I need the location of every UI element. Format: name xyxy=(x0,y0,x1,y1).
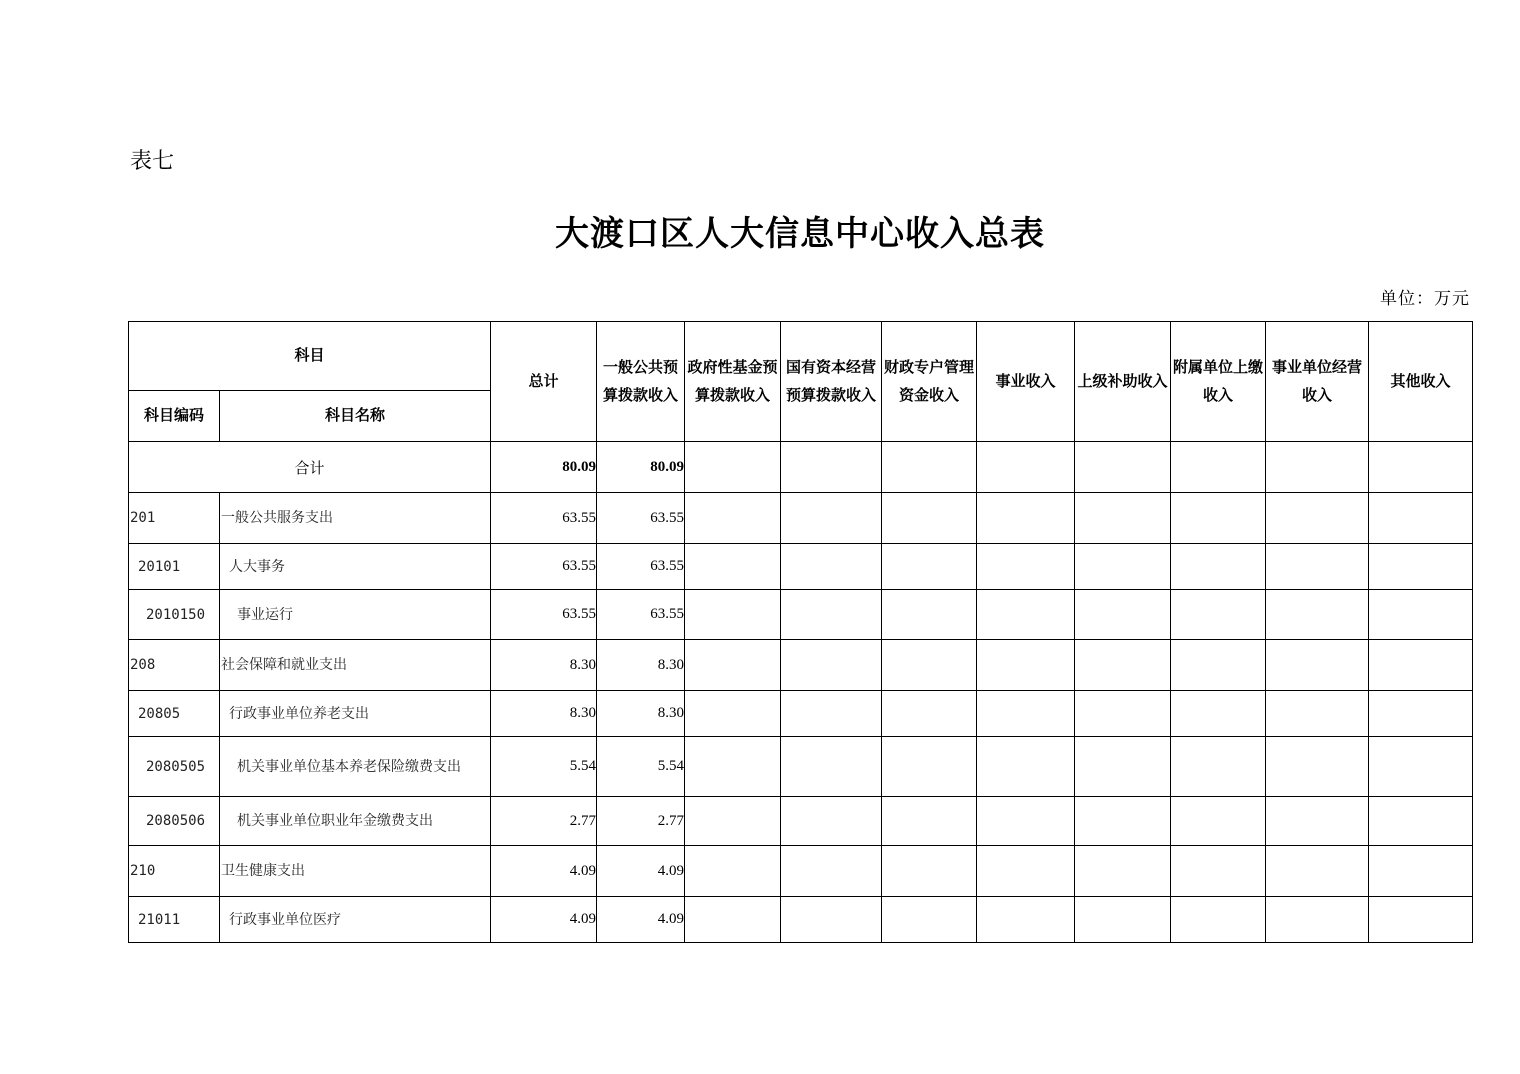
header-special-fund: 财政专户管理资金收入 xyxy=(882,322,977,442)
table-row xyxy=(129,797,1473,846)
general-budget-cell: 8.30 xyxy=(597,640,685,691)
income-summary-table xyxy=(128,321,1473,943)
header-general-budget: 一般公共预算拨款收入 xyxy=(597,322,685,442)
header-state-capital: 国有资本经营预算拨款收入 xyxy=(781,322,882,442)
total-cell: 63.55 xyxy=(491,544,597,590)
total-cell: 8.30 xyxy=(491,691,597,737)
header-superior-subsidy: 上级补助收入 xyxy=(1075,322,1171,442)
table-row xyxy=(129,493,1473,544)
total-cell: 4.09 xyxy=(491,897,597,943)
subject-code: 2010150 xyxy=(129,590,220,640)
subject-code: 210 xyxy=(129,846,220,897)
table-row xyxy=(129,897,1473,943)
subject-name: 人大事务 xyxy=(220,544,491,590)
table-row xyxy=(129,737,1473,797)
table-row xyxy=(129,691,1473,737)
total-cell: 63.55 xyxy=(491,590,597,640)
table-row xyxy=(129,846,1473,897)
general-budget-cell: 8.30 xyxy=(597,691,685,737)
general-budget-cell: 63.55 xyxy=(597,544,685,590)
header-subject-name: 科目名称 xyxy=(220,391,491,442)
general-budget-cell: 80.09 xyxy=(597,442,685,493)
header-total: 总计 xyxy=(491,322,597,442)
total-cell: 5.54 xyxy=(491,737,597,797)
subject-code: 2080506 xyxy=(129,797,220,846)
general-budget-cell: 63.55 xyxy=(597,590,685,640)
header-subject: 科目 xyxy=(129,322,491,391)
subject-code: 21011 xyxy=(129,897,220,943)
general-budget-cell: 4.09 xyxy=(597,846,685,897)
subject-code: 20101 xyxy=(129,544,220,590)
subject-name: 机关事业单位基本养老保险缴费支出 xyxy=(220,737,491,797)
header-gov-fund: 政府性基金预算拨款收入 xyxy=(685,322,781,442)
subject-name: 行政事业单位医疗 xyxy=(220,897,491,943)
subject-name: 行政事业单位养老支出 xyxy=(220,691,491,737)
header-other-income: 其他收入 xyxy=(1369,322,1473,442)
table-number: 表七 xyxy=(130,149,175,174)
total-cell: 2.77 xyxy=(491,797,597,846)
header-business-income: 事业收入 xyxy=(977,322,1075,442)
subject-name: 机关事业单位职业年金缴费支出 xyxy=(220,797,491,846)
general-budget-cell: 2.77 xyxy=(597,797,685,846)
table-row xyxy=(129,590,1473,640)
subject-name: 一般公共服务支出 xyxy=(220,493,491,544)
total-cell: 8.30 xyxy=(491,640,597,691)
general-budget-cell: 5.54 xyxy=(597,737,685,797)
page-title: 大渡口区人大信息中心收入总表 xyxy=(555,214,1045,254)
header-affiliated-payment: 附属单位上缴收入 xyxy=(1171,322,1266,442)
general-budget-cell: 4.09 xyxy=(597,897,685,943)
subject-code: 20805 xyxy=(129,691,220,737)
subject-code: 2080505 xyxy=(129,737,220,797)
subject-name: 卫生健康支出 xyxy=(220,846,491,897)
table-row xyxy=(129,640,1473,691)
subject-code: 201 xyxy=(129,493,220,544)
general-budget-cell: 63.55 xyxy=(597,493,685,544)
subject-name: 社会保障和就业支出 xyxy=(220,640,491,691)
subject-name: 事业运行 xyxy=(220,590,491,640)
header-operating-income: 事业单位经营收入 xyxy=(1266,322,1369,442)
total-cell: 4.09 xyxy=(491,846,597,897)
total-cell: 80.09 xyxy=(491,442,597,493)
total-row xyxy=(129,442,1473,493)
unit-label: 单位：万元 xyxy=(1380,289,1470,309)
total-cell: 63.55 xyxy=(491,493,597,544)
subject-code: 208 xyxy=(129,640,220,691)
total-label: 合计 xyxy=(129,442,491,493)
header-subject-code: 科目编码 xyxy=(129,391,220,442)
table-row xyxy=(129,544,1473,590)
